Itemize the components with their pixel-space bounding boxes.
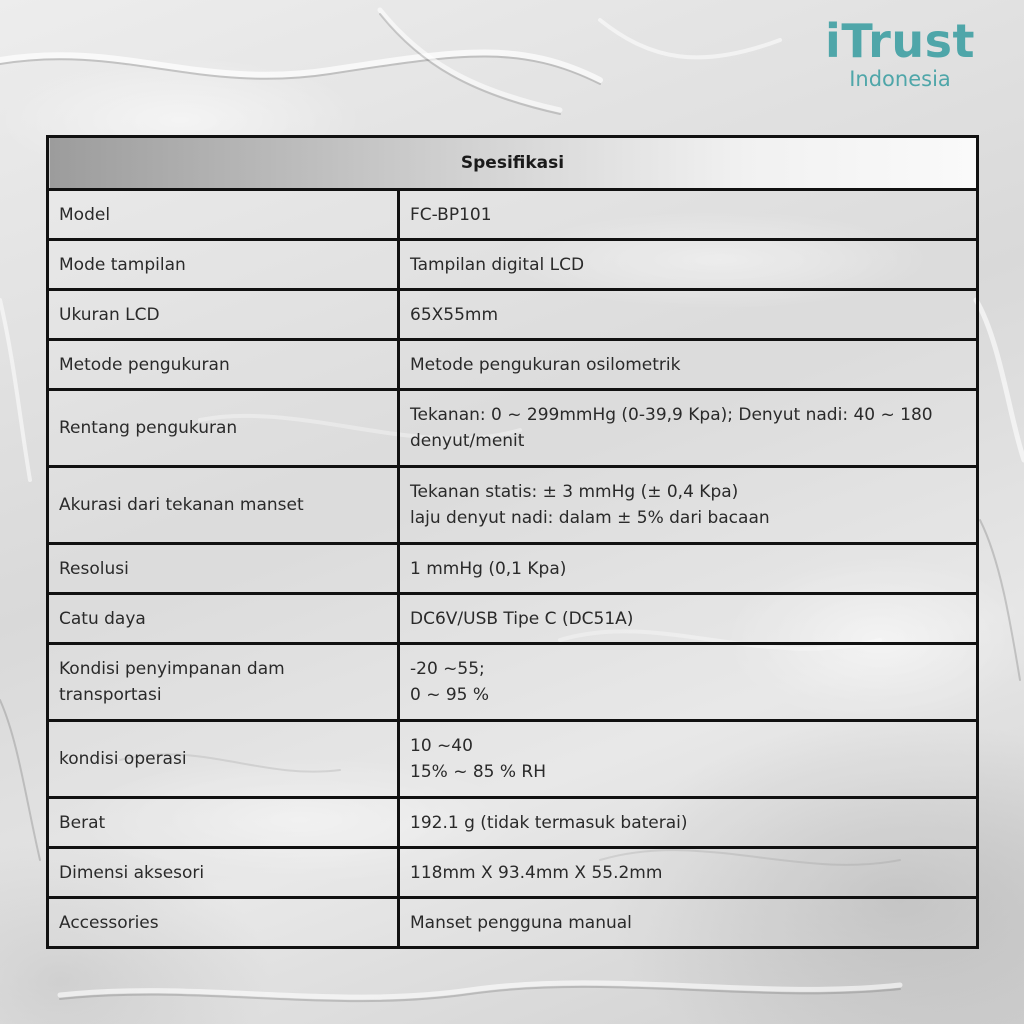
table-row: [48, 340, 978, 390]
spec-value: [399, 644, 978, 721]
brand-subtitle: Indonesia: [849, 67, 951, 91]
spec-value-line: laju denyut nadi: dalam ± 5% dari bacaan: [410, 508, 770, 528]
spec-label: Catu daya: [48, 594, 399, 644]
spec-value-line: 10 ~40: [410, 736, 473, 756]
spec-value: 118mm X 93.4mm X 55.2mm: [399, 848, 978, 898]
spec-table-title: Spesifikasi: [48, 137, 978, 190]
spec-label: Metode pengukuran: [48, 340, 399, 390]
table-row: [48, 390, 978, 467]
spec-value-line: 15% ~ 85 % RH: [410, 762, 547, 782]
table-row: [48, 544, 978, 594]
brand-name: iTrust: [825, 14, 975, 68]
spec-value: [399, 390, 978, 467]
spec-value: DC6V/USB Tipe C (DC51A): [399, 594, 978, 644]
table-row: [48, 467, 978, 544]
spec-value-line: Tekanan: 0 ~ 299mmHg (0-39,9 Kpa); Denyut nadi: 40 ~ 180: [410, 405, 933, 425]
spec-label-line: Kondisi penyimpanan dam: [59, 659, 285, 679]
spec-value: FC-BP101: [399, 190, 978, 240]
spec-value-line: Tekanan statis: ± 3 mmHg (± 0,4 Kpa): [410, 482, 739, 502]
spec-label: Mode tampilan: [48, 240, 399, 290]
spec-label: Dimensi aksesori: [48, 848, 399, 898]
spec-label: Rentang pengukuran: [48, 390, 399, 467]
spec-value: 1 mmHg (0,1 Kpa): [399, 544, 978, 594]
spec-label: Ukuran LCD: [48, 290, 399, 340]
spec-value: Metode pengukuran osilometrik: [399, 340, 978, 390]
spec-value-line: -20 ~55;: [410, 659, 485, 679]
table-row: [48, 848, 978, 898]
spec-value: [399, 467, 978, 544]
spec-label: Accessories: [48, 898, 399, 948]
table-row: [48, 644, 978, 721]
spec-label: Berat: [48, 798, 399, 848]
spec-value: Tampilan digital LCD: [399, 240, 978, 290]
brand-logo: [800, 14, 1000, 92]
table-row: [48, 594, 978, 644]
spec-value: 192.1 g (tidak termasuk baterai): [399, 798, 978, 848]
spec-table: [46, 135, 979, 949]
spec-value: [399, 721, 978, 798]
table-row: [48, 798, 978, 848]
spec-label: Resolusi: [48, 544, 399, 594]
spec-label: Akurasi dari tekanan manset: [48, 467, 399, 544]
spec-label: kondisi operasi: [48, 721, 399, 798]
spec-label: [48, 644, 399, 721]
spec-value: Manset pengguna manual: [399, 898, 978, 948]
table-row: [48, 240, 978, 290]
spec-value-line: denyut/menit: [410, 431, 525, 451]
table-row: [48, 290, 978, 340]
table-row: [48, 898, 978, 948]
spec-value-line: 0 ~ 95 %: [410, 685, 490, 705]
spec-value: 65X55mm: [399, 290, 978, 340]
table-row: [48, 190, 978, 240]
spec-label-line: transportasi: [59, 685, 162, 705]
table-row: [48, 721, 978, 798]
spec-label: Model: [48, 190, 399, 240]
